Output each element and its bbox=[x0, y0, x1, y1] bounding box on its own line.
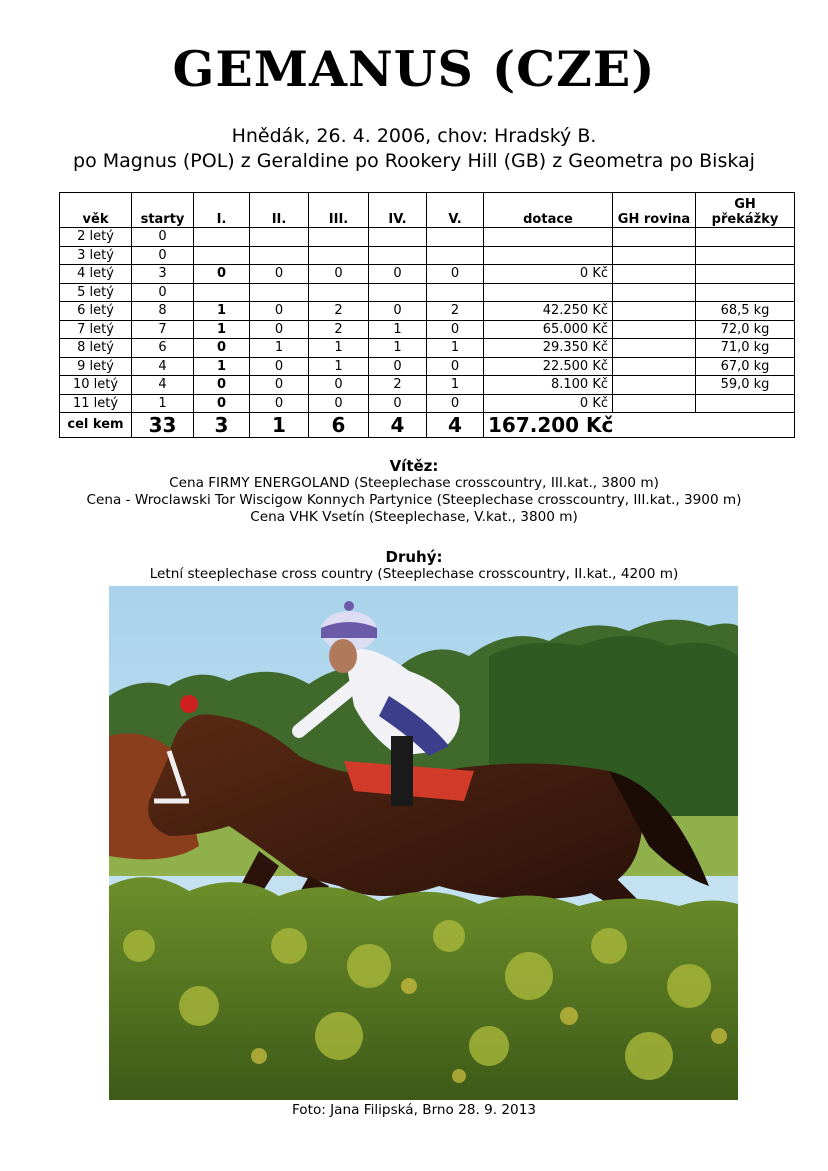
table-row bbox=[60, 394, 795, 413]
table-cell bbox=[696, 283, 795, 302]
table-cell bbox=[613, 302, 696, 321]
table-cell: 0 bbox=[194, 394, 250, 413]
total-cell: 4 bbox=[427, 413, 484, 438]
table-cell: 6 bbox=[132, 339, 194, 358]
col-header-earnings: dotace bbox=[484, 193, 613, 228]
table-cell: 0 bbox=[250, 320, 309, 339]
table-cell: 4 letý bbox=[60, 265, 132, 284]
total-cell: 1 bbox=[250, 413, 309, 438]
table-row bbox=[60, 357, 795, 376]
table-cell: 1 bbox=[309, 357, 369, 376]
table-cell: 0 bbox=[427, 320, 484, 339]
table-cell: 0 Kč bbox=[484, 265, 613, 284]
table-cell: 0 bbox=[250, 265, 309, 284]
total-cell: 4 bbox=[369, 413, 427, 438]
table-cell: 5 letý bbox=[60, 283, 132, 302]
total-label: cel kem bbox=[60, 413, 132, 438]
race-photo bbox=[109, 586, 738, 1100]
col-header-fourth: IV. bbox=[369, 193, 427, 228]
table-cell: 0 Kč bbox=[484, 394, 613, 413]
table-cell: 2 letý bbox=[60, 228, 132, 247]
table-row bbox=[60, 376, 795, 395]
table-row bbox=[60, 339, 795, 358]
table-cell bbox=[369, 246, 427, 265]
col-header-second: II. bbox=[250, 193, 309, 228]
table-cell: 59,0 kg bbox=[696, 376, 795, 395]
col-header-third: III. bbox=[309, 193, 369, 228]
table-cell: 0 bbox=[132, 283, 194, 302]
table-cell: 4 bbox=[132, 357, 194, 376]
table-cell: 3 letý bbox=[60, 246, 132, 265]
table-cell bbox=[484, 283, 613, 302]
table-cell: 0 bbox=[309, 265, 369, 284]
table-cell: 42.250 Kč bbox=[484, 302, 613, 321]
table-cell bbox=[309, 283, 369, 302]
col-header-starts: starty bbox=[132, 193, 194, 228]
race-record-table bbox=[59, 192, 795, 438]
table-cell bbox=[613, 320, 696, 339]
table-cell bbox=[696, 394, 795, 413]
table-cell: 8 bbox=[132, 302, 194, 321]
col-header-age: věk bbox=[60, 193, 132, 228]
table-cell bbox=[194, 228, 250, 247]
table-cell: 0 bbox=[309, 376, 369, 395]
table-cell: 0 bbox=[250, 357, 309, 376]
table-row bbox=[60, 302, 795, 321]
table-cell: 7 bbox=[132, 320, 194, 339]
table-cell: 22.500 Kč bbox=[484, 357, 613, 376]
table-cell: 1 bbox=[309, 339, 369, 358]
winner-race: Cena VHK Vsetín (Steeplechase, V.kat., 3800 m) bbox=[250, 509, 578, 525]
winner-section bbox=[0, 458, 828, 526]
table-cell bbox=[427, 228, 484, 247]
total-cell: 6 bbox=[309, 413, 369, 438]
winner-heading: Vítěz: bbox=[389, 457, 439, 475]
table-cell: 0 bbox=[250, 394, 309, 413]
photo-caption: Foto: Jana Filipská, Brno 28. 9. 2013 bbox=[291, 1102, 537, 1118]
table-cell: 2 bbox=[309, 320, 369, 339]
table-cell: 71,0 kg bbox=[696, 339, 795, 358]
table-row bbox=[60, 283, 795, 302]
table-cell: 68,5 kg bbox=[696, 302, 795, 321]
table-cell bbox=[613, 376, 696, 395]
winner-race: Cena FIRMY ENERGOLAND (Steeplechase crosscountry, III.kat., 3800 m) bbox=[169, 475, 659, 491]
table-cell bbox=[250, 228, 309, 247]
table-cell bbox=[613, 246, 696, 265]
second-race: Letní steeplechase cross country (Steeplechase crosscountry, II.kat., 4200 m) bbox=[149, 566, 679, 582]
table-cell bbox=[309, 228, 369, 247]
table-cell bbox=[369, 228, 427, 247]
table-cell: 29.350 Kč bbox=[484, 339, 613, 358]
table-cell bbox=[194, 246, 250, 265]
table-cell bbox=[309, 246, 369, 265]
horse-name: GEMANUS (CZE) bbox=[172, 40, 656, 98]
table-cell: 1 bbox=[194, 357, 250, 376]
table-cell: 65.000 Kč bbox=[484, 320, 613, 339]
table-cell bbox=[250, 246, 309, 265]
table-row bbox=[60, 265, 795, 284]
horse-info-line: Hnědák, 26. 4. 2006, chov: Hradský B. bbox=[231, 125, 597, 147]
table-cell: 0 bbox=[427, 394, 484, 413]
table-cell bbox=[484, 228, 613, 247]
table-cell: 0 bbox=[194, 265, 250, 284]
table-cell: 1 bbox=[250, 339, 309, 358]
table-total-row bbox=[60, 413, 795, 438]
table-cell: 2 bbox=[369, 376, 427, 395]
table-cell: 0 bbox=[369, 302, 427, 321]
table-cell: 0 bbox=[194, 376, 250, 395]
table-cell: 72,0 kg bbox=[696, 320, 795, 339]
table-cell: 0 bbox=[427, 357, 484, 376]
table-cell: 4 bbox=[132, 376, 194, 395]
table-cell bbox=[250, 283, 309, 302]
table-cell: 8.100 Kč bbox=[484, 376, 613, 395]
table-cell bbox=[696, 265, 795, 284]
winner-race: Cena - Wroclawski Tor Wiscigow Konnych Partynice (Steeplechase crosscountry, III.kat., 3900 m) bbox=[86, 492, 742, 508]
table-row bbox=[60, 228, 795, 247]
table-cell: 1 bbox=[132, 394, 194, 413]
table-cell: 1 bbox=[369, 339, 427, 358]
table-cell: 1 bbox=[427, 339, 484, 358]
table-cell bbox=[369, 283, 427, 302]
table-cell: 10 letý bbox=[60, 376, 132, 395]
second-heading: Druhý: bbox=[385, 548, 443, 566]
table-cell: 0 bbox=[132, 246, 194, 265]
table-cell: 8 letý bbox=[60, 339, 132, 358]
table-cell: 9 letý bbox=[60, 357, 132, 376]
table-cell: 7 letý bbox=[60, 320, 132, 339]
table-cell bbox=[696, 228, 795, 247]
table-cell bbox=[613, 228, 696, 247]
table-cell: 0 bbox=[250, 302, 309, 321]
table-cell: 1 bbox=[194, 302, 250, 321]
col-header-gh-hurdles: GH překážky bbox=[696, 193, 795, 228]
col-header-gh-flat: GH rovina bbox=[613, 193, 696, 228]
table-cell bbox=[484, 246, 613, 265]
table-row bbox=[60, 246, 795, 265]
total-cell: 33 bbox=[132, 413, 194, 438]
table-header-row bbox=[60, 193, 795, 228]
table-cell bbox=[613, 339, 696, 358]
table-cell: 0 bbox=[194, 339, 250, 358]
table-cell: 11 letý bbox=[60, 394, 132, 413]
table-cell: 6 letý bbox=[60, 302, 132, 321]
table-cell bbox=[613, 394, 696, 413]
table-cell: 1 bbox=[194, 320, 250, 339]
table-cell: 2 bbox=[427, 302, 484, 321]
table-cell: 0 bbox=[132, 228, 194, 247]
table-cell bbox=[696, 246, 795, 265]
table-cell: 0 bbox=[427, 265, 484, 284]
total-cell: 167.200 Kč bbox=[484, 413, 795, 438]
table-cell: 2 bbox=[309, 302, 369, 321]
table-cell: 67,0 kg bbox=[696, 357, 795, 376]
table-cell: 0 bbox=[369, 357, 427, 376]
col-header-first: I. bbox=[194, 193, 250, 228]
table-cell: 0 bbox=[369, 265, 427, 284]
table-cell bbox=[427, 283, 484, 302]
table-row bbox=[60, 320, 795, 339]
table-cell bbox=[194, 283, 250, 302]
table-cell: 0 bbox=[250, 376, 309, 395]
table-cell bbox=[427, 246, 484, 265]
table-cell: 3 bbox=[132, 265, 194, 284]
second-section bbox=[0, 549, 828, 583]
table-cell: 0 bbox=[309, 394, 369, 413]
table-cell bbox=[613, 283, 696, 302]
total-cell: 3 bbox=[194, 413, 250, 438]
pedigree-line: po Magnus (POL) z Geraldine po Rookery Hill (GB) z Geometra po Biskaj bbox=[73, 150, 755, 172]
table-cell: 1 bbox=[369, 320, 427, 339]
table-cell: 0 bbox=[369, 394, 427, 413]
table-cell bbox=[613, 357, 696, 376]
table-cell bbox=[613, 265, 696, 284]
col-header-fifth: V. bbox=[427, 193, 484, 228]
table-cell: 1 bbox=[427, 376, 484, 395]
